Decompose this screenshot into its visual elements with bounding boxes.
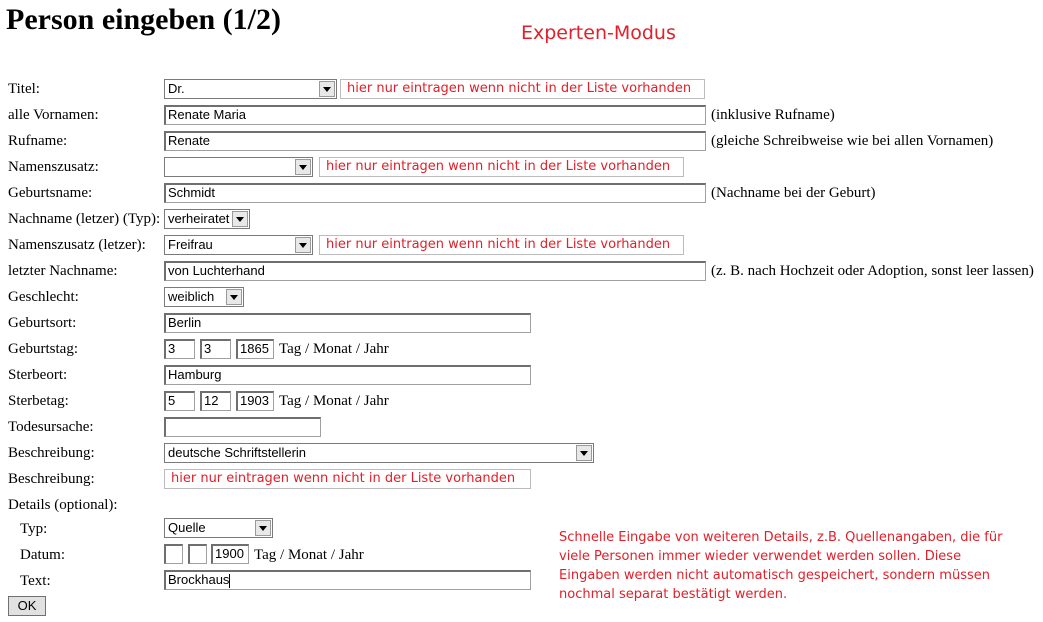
geburtstag-format-hint: Tag / Monat / Jahr bbox=[279, 341, 389, 357]
label-todesursache: Todesursache: bbox=[8, 419, 94, 435]
chevron-down-icon bbox=[319, 81, 335, 97]
namenszusatz-letzer-select[interactable] bbox=[164, 235, 313, 255]
geburtsname-hint: (Nachname bei der Geburt) bbox=[711, 185, 876, 201]
titel-custom-input[interactable]: hier nur eintragen wenn nicht in der Liste vorhanden bbox=[340, 79, 705, 99]
chevron-down-icon bbox=[295, 237, 311, 253]
sterbetag-monat-input[interactable]: 12 bbox=[200, 391, 231, 411]
vornamen-input[interactable]: Renate Maria bbox=[164, 105, 706, 125]
text-cursor bbox=[229, 574, 230, 588]
sterbetag-format-hint: Tag / Monat / Jahr bbox=[279, 393, 389, 409]
sterbetag-tag-input[interactable]: 5 bbox=[164, 391, 195, 411]
label-vornamen: alle Vornamen: bbox=[8, 107, 99, 123]
letzter-nachname-hint: (z. B. nach Hochzeit oder Adoption, sonst leer lassen) bbox=[711, 263, 1034, 279]
rufname-input[interactable]: Renate bbox=[164, 131, 706, 151]
titel-select[interactable] bbox=[164, 79, 337, 99]
label-titel: Titel: bbox=[8, 81, 40, 97]
detail-datum-format-hint: Tag / Monat / Jahr bbox=[254, 547, 364, 563]
details-note: Schnelle Eingabe von weiteren Details, z.B. Quellenangaben, die für viele Personen immer wieder verwendet werden sollen. Diese Eingaben werden nicht automatisch gespeichert, sondern müssen nochmal separat bestätigt werden. bbox=[559, 530, 1003, 602]
label-sterbetag: Sterbetag: bbox=[8, 393, 69, 409]
label-geschlecht: Geschlecht: bbox=[8, 289, 79, 305]
label-text: Text: bbox=[20, 573, 51, 589]
label-beschreibung-custom: Beschreibung: bbox=[8, 471, 95, 487]
nachname-typ-select[interactable] bbox=[164, 209, 250, 229]
rufname-hint: (gleiche Schreibweise wie bei allen Vornamen) bbox=[711, 133, 994, 149]
chevron-down-icon bbox=[295, 159, 311, 175]
beschreibung-select[interactable] bbox=[164, 443, 594, 463]
detail-datum-jahr-input[interactable]: 1900 bbox=[211, 544, 249, 564]
label-namenszusatz-letzer: Namenszusatz (letzer): bbox=[8, 237, 146, 253]
geschlecht-select[interactable] bbox=[164, 287, 244, 307]
expert-mode-label: Experten-Modus bbox=[521, 22, 676, 44]
detail-datum-tag-input[interactable] bbox=[164, 544, 183, 564]
letzter-nachname-input[interactable]: von Luchterhand bbox=[164, 261, 706, 281]
detail-text-value: Brockhaus bbox=[168, 572, 230, 587]
sterbeort-input[interactable]: Hamburg bbox=[164, 365, 531, 385]
ok-button[interactable]: OK bbox=[8, 596, 46, 616]
detail-typ-value: Quelle bbox=[168, 520, 206, 535]
label-geburtsort: Geburtsort: bbox=[8, 315, 77, 331]
namenszusatz-letzer-custom-input[interactable]: hier nur eintragen wenn nicht in der Liste vorhanden bbox=[319, 235, 684, 255]
geburtsort-input[interactable]: Berlin bbox=[164, 313, 531, 333]
nachname-typ-value: verheiratet bbox=[168, 211, 230, 226]
label-datum: Datum: bbox=[20, 547, 65, 563]
label-details: Details (optional): bbox=[8, 497, 118, 513]
label-rufname: Rufname: bbox=[8, 133, 68, 149]
geburtstag-monat-input[interactable]: 3 bbox=[200, 339, 231, 359]
geburtsname-input[interactable]: Schmidt bbox=[164, 183, 706, 203]
todesursache-input[interactable] bbox=[164, 417, 321, 437]
label-letzter-nachname: letzter Nachname: bbox=[8, 263, 118, 279]
detail-text-input[interactable] bbox=[164, 570, 531, 590]
chevron-down-icon bbox=[232, 211, 248, 227]
page-title: Person eingeben (1/2) bbox=[6, 3, 281, 36]
chevron-down-icon bbox=[576, 445, 592, 461]
label-sterbeort: Sterbeort: bbox=[8, 367, 68, 383]
geburtstag-tag-input[interactable]: 3 bbox=[164, 339, 195, 359]
label-geburtstag: Geburtstag: bbox=[8, 341, 78, 357]
titel-value: Dr. bbox=[168, 81, 185, 96]
beschreibung-value: deutsche Schriftstellerin bbox=[168, 445, 307, 460]
chevron-down-icon bbox=[226, 289, 242, 305]
namenszusatz-select[interactable] bbox=[164, 157, 313, 177]
namenszusatz-letzer-value: Freifrau bbox=[168, 237, 213, 252]
beschreibung-custom-input[interactable]: hier nur eintragen wenn nicht in der Liste vorhanden bbox=[164, 469, 531, 489]
chevron-down-icon bbox=[255, 520, 271, 536]
sterbetag-jahr-input[interactable]: 1903 bbox=[236, 391, 274, 411]
label-nachname-typ: Nachname (letzer) (Typ): bbox=[8, 211, 161, 227]
detail-typ-select[interactable] bbox=[164, 518, 273, 538]
namenszusatz-custom-input[interactable]: hier nur eintragen wenn nicht in der Liste vorhanden bbox=[319, 157, 684, 177]
label-geburtsname: Geburtsname: bbox=[8, 185, 93, 201]
vornamen-hint: (inklusive Rufname) bbox=[711, 107, 835, 123]
geschlecht-value: weiblich bbox=[168, 289, 215, 304]
label-namenszusatz: Namenszusatz: bbox=[8, 159, 99, 175]
label-typ: Typ: bbox=[20, 521, 48, 537]
label-beschreibung: Beschreibung: bbox=[8, 445, 95, 461]
detail-datum-monat-input[interactable] bbox=[188, 544, 207, 564]
geburtstag-jahr-input[interactable]: 1865 bbox=[236, 339, 274, 359]
